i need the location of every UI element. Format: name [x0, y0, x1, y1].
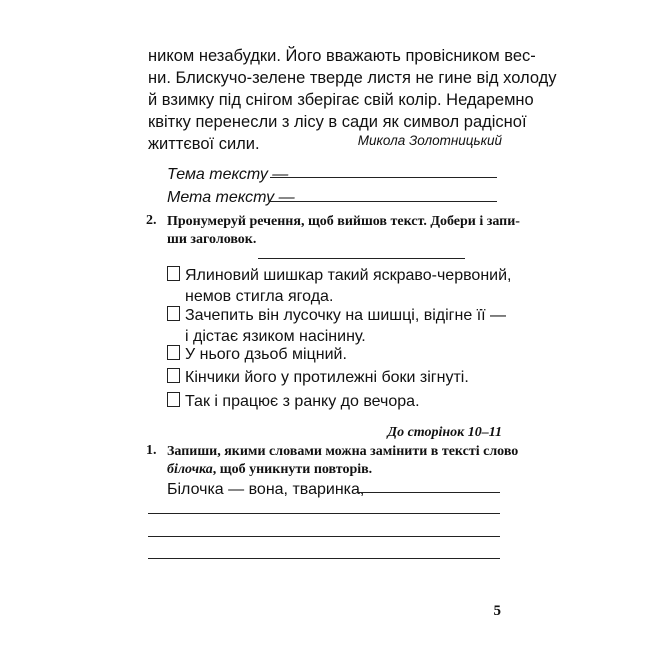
- passage-line: ни. Блискучо-зелене тверде листя не гине від холоду: [148, 69, 557, 87]
- sentence-text: Так і працює з ранку до вечора.: [185, 393, 420, 410]
- answer-line[interactable]: [148, 513, 500, 514]
- goal-label: Мета тексту —: [167, 189, 295, 206]
- passage-line: життєвої сили.: [148, 135, 260, 153]
- answer-line[interactable]: [148, 558, 500, 559]
- task-number: 1.: [146, 443, 157, 458]
- author: Микола Золотницький: [357, 133, 502, 148]
- sentence-text: немов стигла ягода.: [185, 288, 334, 305]
- order-checkbox[interactable]: [167, 368, 180, 383]
- passage-line: ником незабудки. Його вважають провісником вес-: [148, 47, 536, 65]
- section-heading: До сторінок 10–11: [387, 425, 502, 440]
- sentence-text: Ялиновий шишкар такий яскраво-червоний,: [185, 267, 512, 284]
- passage-line: й взимку під снігом зберігає свій колір. Недаремно: [148, 91, 534, 109]
- answer-line[interactable]: [148, 536, 500, 537]
- sentence-text: і дістає язиком насінину.: [185, 328, 366, 345]
- order-checkbox[interactable]: [167, 392, 180, 407]
- sentence-text: Зачепить він лусочку на шишці, відігне її —: [185, 307, 507, 324]
- task-instruction-rest: , щоб уникнути повторів.: [212, 462, 373, 477]
- order-checkbox[interactable]: [167, 266, 180, 281]
- goal-answer-line[interactable]: [270, 201, 497, 202]
- task-instruction: Запиши, якими словами можна замінити в тексті слово: [167, 444, 519, 459]
- order-checkbox[interactable]: [167, 345, 180, 360]
- task-number: 2.: [146, 213, 157, 228]
- passage-line: квітку перенесли з лісу в сади як символ радісної: [148, 113, 527, 131]
- answer-line[interactable]: [357, 492, 500, 493]
- page-number: 5: [493, 603, 501, 619]
- target-word: білочка: [167, 462, 213, 477]
- sentence-text: Кінчики його у протилежні боки зігнуті.: [185, 369, 469, 386]
- task-instruction: ши заголовок.: [167, 232, 257, 247]
- order-checkbox[interactable]: [167, 306, 180, 321]
- task-instruction: Пронумеруй речення, щоб вийшов текст. Добери і запи-: [167, 214, 520, 229]
- answer-prefix: Білочка — вона, тваринка,: [167, 481, 365, 498]
- topic-answer-line[interactable]: [270, 177, 497, 178]
- title-answer-line[interactable]: [258, 258, 465, 259]
- topic-label: Тема тексту —: [167, 166, 289, 183]
- task-instruction: [167, 461, 372, 479]
- sentence-text: У нього дзьоб міцний.: [185, 346, 347, 363]
